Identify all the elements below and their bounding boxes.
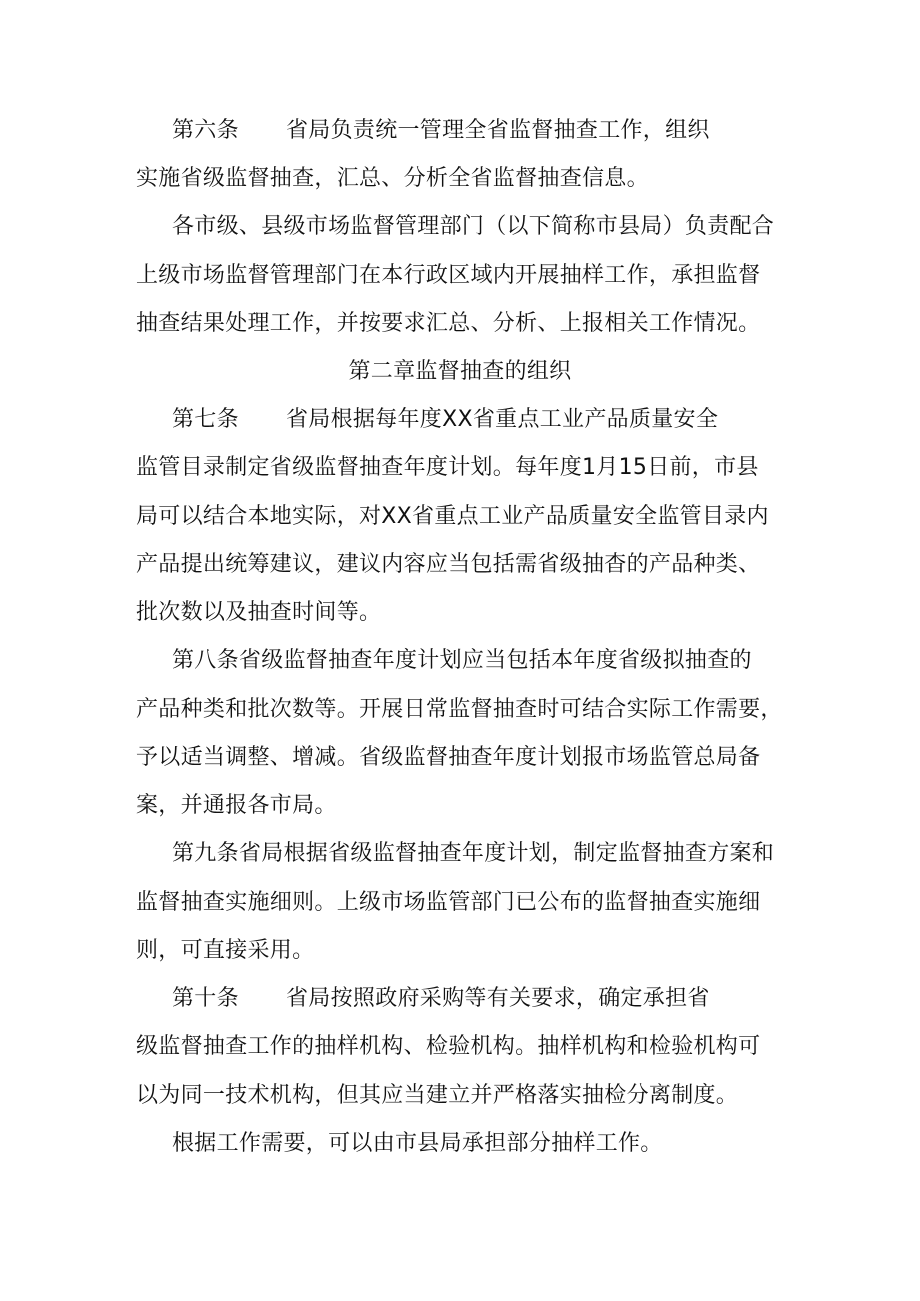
article9-line-1 <box>0 839 920 869</box>
article10-line-3 <box>0 1081 920 1111</box>
article7-text-2: 监管目录制定省级监督抽查年度计划。每年度1月15日前，市县 <box>136 455 759 480</box>
article9-line-2 <box>0 888 920 918</box>
para-work-text-1: 根据工作需要，可以由市县局承担部分抽样工作。 <box>172 1131 663 1156</box>
article6-text-2: 实施省级监督抽查，汇总、分析全省监督抽查信息。 <box>136 166 649 191</box>
article7-text-4: 产品提出统筹建议，建议内容应当包括需省级抽杳的产品种类、 <box>136 552 761 577</box>
article8-text-3: 予以适当调整、增减。省级监督抽查年度计划报市场监管总局备 <box>136 745 761 770</box>
article7-label: 第七条 <box>172 407 239 432</box>
article6-text-1: 省局负责统一管理全省监督抽查工作，组织 <box>286 118 710 143</box>
article8-text-4: 案，并通报各市局。 <box>136 793 337 818</box>
article10-first-line <box>0 984 920 1014</box>
article8-line-4 <box>0 791 920 821</box>
article7-text-3: 局可以结合本地实际，对XX省重点工业产品质量安全监管目录内 <box>136 504 769 529</box>
article6-first-line <box>0 116 920 146</box>
para-city-text-3: 抽查结果处理工作，并按要求汇总、分析、上报相关工作情况。 <box>136 311 761 336</box>
para-city-text-2: 上级市场监督管理部门在本行政区域内开展抽样工作，承担监督 <box>136 263 761 288</box>
article8-text-1: 第八条省级监督抽查年度计划应当包括本年度省级拟抽查的 <box>172 648 752 673</box>
article9-text-3: 则，可直接采用。 <box>136 938 315 963</box>
article7-line-3 <box>0 502 920 532</box>
para-city-line-3 <box>0 309 920 339</box>
article8-line-2 <box>0 695 920 725</box>
article7-text-5: 批次数以及抽查时间等。 <box>136 600 382 625</box>
article6-second-line <box>0 164 920 194</box>
article10-label: 第十条 <box>172 986 239 1011</box>
article7-line-5 <box>0 598 920 628</box>
article9-text-2: 监督抽查实施细则。上级市场监管部门已公布的监督抽查实施细 <box>136 890 761 915</box>
para-city-text-1: 各市级、县级市场监督管理部门（以下简称市县局）负责配合 <box>172 214 775 239</box>
article10-text-1: 省局按照政府采购等有关要求，确定承担省 <box>286 986 710 1011</box>
article9-line-3 <box>0 936 920 966</box>
article10-text-2: 级监督抽查工作的抽样机构、检验机构。抽样机构和检验机构可 <box>136 1034 761 1059</box>
para-city-line-1 <box>0 212 920 242</box>
article7-first-line <box>0 405 920 435</box>
article8-line-1 <box>0 646 920 676</box>
article9-text-1: 第九条省局根据省级监督抽查年度计划，制定监督抽查方案和 <box>172 841 775 866</box>
article10-text-3: 以为同一技术机构，但其应当建立并严格落实抽检分离制度。 <box>136 1083 739 1108</box>
article7-text-1: 省局根据每年度XX省重点工业产品质量安全 <box>286 407 719 432</box>
article6-label: 第六条 <box>172 118 239 143</box>
para-city-line-2 <box>0 261 920 291</box>
chapter2-heading <box>0 357 920 387</box>
article8-text-2: 产品种类和批次数等。开展日常监督抽查时可结合实际工作需要， <box>136 697 783 722</box>
chapter2-title: 第二章监督抽查的组织 <box>348 359 572 384</box>
article10-line-2 <box>0 1032 920 1062</box>
article8-line-3 <box>0 743 920 773</box>
article7-line-4 <box>0 550 920 580</box>
para-work-line-1 <box>0 1129 920 1159</box>
article7-line-2 <box>0 453 920 483</box>
